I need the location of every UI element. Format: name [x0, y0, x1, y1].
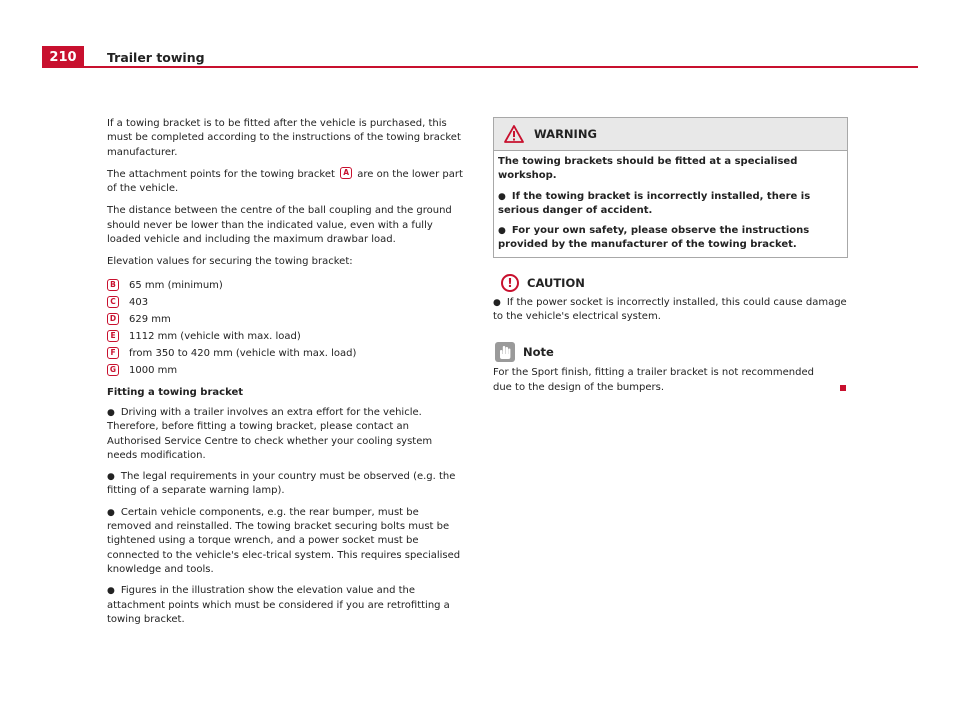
caution-body: If the power socket is incorrectly installed, this could cause damage to the vehicle's electrical system.	[493, 296, 847, 323]
note-header	[495, 342, 848, 362]
callout-badge: G	[107, 364, 119, 376]
list-item	[107, 312, 464, 329]
attachment-text-after: are on the lower part of the vehicle.	[107, 168, 463, 195]
warning-box	[493, 117, 848, 258]
bullet-icon: ●	[498, 191, 506, 202]
bullet-text: Certain vehicle components, e.g. the rear bumper, must be removed and reinstalled. The towing bracket securing bolts must be tightened using a torque wrench, and a power socket must be connected to the vehicle's elec-trical system. This requires specialised knowledge and tools.	[107, 506, 461, 575]
warning-body	[494, 151, 847, 257]
bullet-text: Driving with a trailer involves an extra effort for the vehicle. Therefore, before fitting a towing bracket, please contact an Authorised Service Centre to check whether your cooling system needs modification.	[107, 406, 433, 461]
callout-badge: F	[107, 347, 119, 359]
elevation-value: 65 mm (minimum)	[129, 280, 223, 292]
bullet-text: Figures in the illustration show the elevation value and the attachment points which must be considered if you are retrofitting a towing bracket.	[107, 585, 450, 625]
warning-header	[494, 118, 847, 151]
bullet-item	[107, 470, 464, 499]
list-item	[107, 346, 464, 363]
attachment-text-before: The attachment points for the towing bracket	[107, 168, 335, 180]
bullet-item	[107, 406, 464, 463]
subheading-fitting: Fitting a towing bracket	[107, 386, 244, 398]
list-item	[107, 295, 464, 312]
callout-badge: B	[107, 279, 119, 291]
section-title: Trailer towing	[107, 50, 205, 65]
elevation-value: from 350 to 420 mm (vehicle with max. load)	[129, 348, 357, 360]
intro-paragraph: If a towing bracket is to be fitted after the vehicle is purchased, this must be completed according to the instructions of the towing bracket manufacturer.	[107, 118, 461, 158]
warning-item-text: If the towing bracket is incorrectly installed, there is serious danger of accident.	[498, 190, 811, 216]
hand-icon	[498, 344, 512, 360]
warning-lead: The towing brackets should be fitted at a specialised workshop.	[498, 156, 798, 182]
right-column	[493, 117, 848, 395]
bullet-icon: ●	[107, 407, 115, 418]
list-item	[107, 363, 464, 380]
callout-badge: E	[107, 330, 119, 342]
left-column	[107, 117, 464, 634]
caution-section	[493, 274, 848, 325]
note-section	[493, 342, 848, 395]
list-item	[107, 278, 464, 295]
callout-badge: D	[107, 313, 119, 325]
list-item	[107, 329, 464, 346]
bullet-icon: ●	[107, 472, 115, 483]
header-rule	[84, 66, 918, 68]
caution-title: CAUTION	[527, 275, 585, 290]
warning-item-text: For your own safety, please observe the instructions provided by the manufacturer of the towing bracket.	[498, 225, 810, 251]
caution-header	[501, 274, 848, 292]
warning-item	[498, 224, 843, 253]
elevation-value: 1112 mm (vehicle with max. load)	[129, 331, 301, 343]
bullet-item	[107, 506, 464, 577]
bullet-text: The legal requirements in your country must be observed (e.g. the fitting of a separate warning lamp).	[107, 471, 456, 497]
callout-badge-a: A	[340, 167, 352, 179]
attachment-paragraph	[107, 168, 464, 197]
page-number: 210	[42, 46, 84, 68]
section-end-marker	[840, 385, 846, 391]
warning-item	[498, 190, 843, 219]
callout-badge: C	[107, 296, 119, 308]
note-title: Note	[523, 345, 554, 360]
caution-icon: !	[501, 274, 519, 292]
caution-text	[493, 296, 848, 325]
note-hand-icon	[495, 342, 515, 362]
bullet-icon: ●	[493, 297, 501, 308]
bullet-item	[107, 584, 464, 627]
bullet-icon: ●	[107, 507, 115, 518]
bullet-icon: ●	[107, 586, 115, 597]
note-text: For the Sport finish, fitting a trailer bracket is not recommended due to the design of the bumpers.	[493, 367, 814, 393]
warning-title: WARNING	[534, 126, 597, 141]
elevation-value: 629 mm	[129, 314, 171, 326]
elevation-intro: Elevation values for securing the towing bracket:	[107, 256, 353, 268]
distance-paragraph: The distance between the centre of the ball coupling and the ground should never be lower than the indicated value, even with a fully loaded vehicle and including the maximum drawbar load.	[107, 205, 452, 246]
elevation-value: 403	[129, 297, 149, 309]
elevation-list	[107, 278, 464, 380]
elevation-value: 1000 mm	[129, 365, 178, 377]
bullet-icon: ●	[498, 226, 506, 237]
warning-triangle-icon	[504, 125, 524, 143]
